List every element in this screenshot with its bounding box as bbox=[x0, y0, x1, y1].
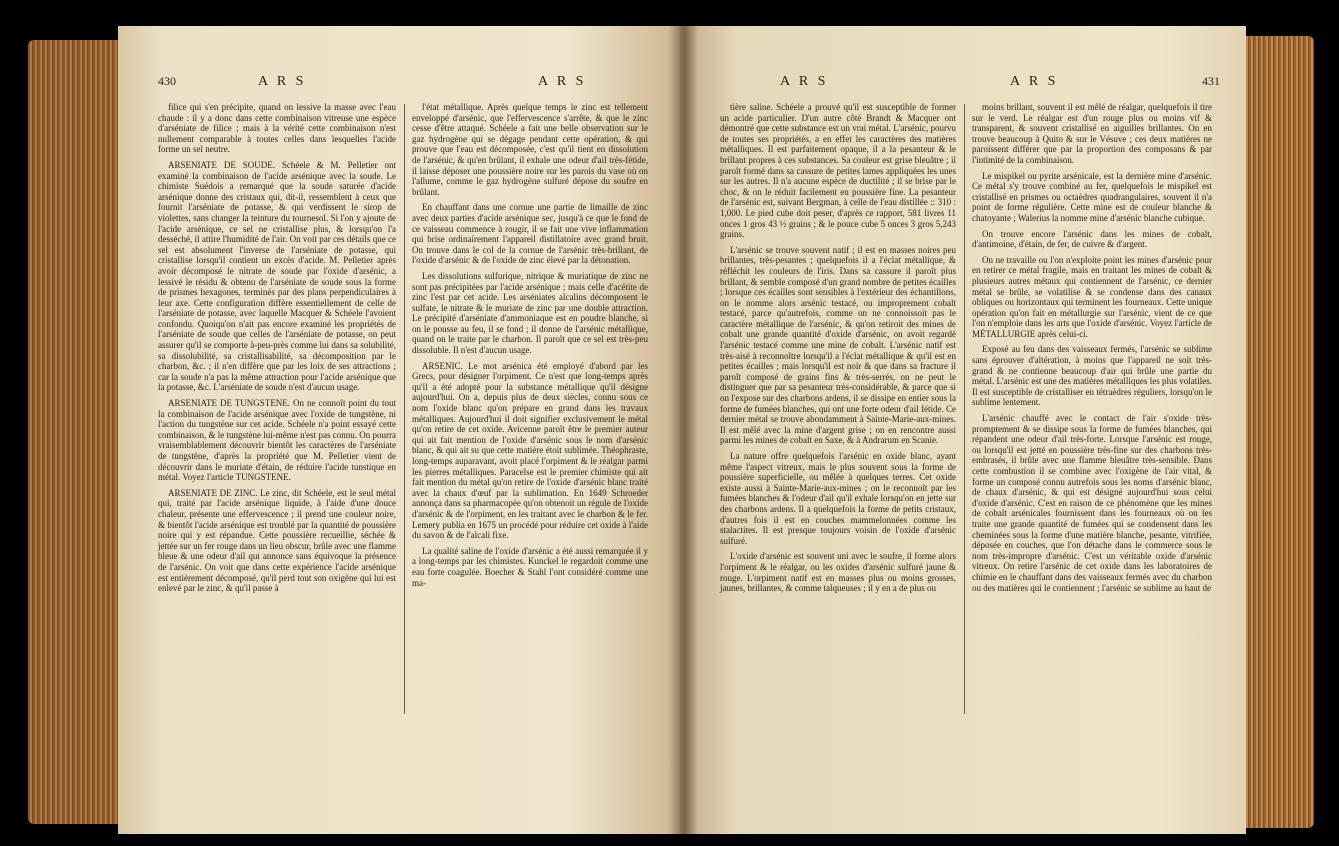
right-page bbox=[680, 26, 1246, 834]
paragraph: On trouve encore l'arsénic dans les mines de cobalt, d'antimoine, d'étain, de fer, de cuivre & d'argent. bbox=[972, 228, 1212, 250]
running-head: A R S bbox=[780, 74, 829, 89]
left-column-2 bbox=[412, 102, 648, 593]
right-column-2 bbox=[972, 102, 1212, 598]
open-book bbox=[28, 26, 1314, 834]
paragraph: L'arsénic chauffé avec le contact de l'air s'oxide très-promptement & se dissipe sous la forme de fumées blanches, qui répandent une odeur d'ail très-forte. Lorsque l'arsénic est rouge, ou lorsqu'il est jetté en poussière très-fine sur des charbons très-embrasés, il brûle avec une flamme bleuâtre très-sensible. Dans cette combustion il se combine avec l'oxigène de l'air vital, & forme un composé connu autrefois sous les noms d'arsénic blanc, de chaux d'arsénic, & qui est désigné aujourd'hui sous celui d'oxide d'arsénic. C'est en raison de ce phénomène que les mines de cobalt arsénicales fournissent dans les fourneaux où on les traite une grande quantité de fumées qui se condensent dans les cheminées sous la forme d'une matière blanche, pesante, vitrifiée, déposée en couches, que l'on détache dans le commerce sous le nom très-impropre d'arsénic. C'est un véritable oxide d'arsénic vitreux. On retire l'arsénic de cet oxide dans les laboratoires de chimie en le chauffant dans des vaisseaux fermés avec du charbon ou des matières qui le contiennent ; l'arsénic se sublime au haut de bbox=[972, 413, 1212, 593]
paragraph: L'arsénic se trouve souvent natif ; il est en masses noires peu brillantes, très-pesantes ; quelquefois il a l'éclat métallique, & réfléchit les couleurs de l'iris. Dans sa cassure il paroît plus brillant, & semble composé d'un grand nombre de petites écailles ; lorsque ces écailles sont sensibles à l'extérieur des échantillons, on le nomme alors arsénic testacé, ou improprement cobalt testacé, parce qu'autrefois, comme on ne connoissoit pas le caractère métallique de l'arsénic, & qu'on retiroit des mines de cobalt une grande quantité d'oxide d'arsénic, on avoit regardé l'arsénic testacé comme une mine de cobalt. L'arsénic natif est très-aisé à reconnoître lorsqu'il a l'éclat métallique & qu'il est en petites écailles ; mais lorsqu'il est noir & que dans sa fracture il paroît composé de grains fins & très-serrés, on ne peut le distinguer que par sa pesanteur très-considérable, & parce que si on l'expose sur des charbons ardens, il se dissipe en entier sous la forme de fumées blanches, qui ont une forte odeur d'ail fétide. Ce dernier métal se trouve abondamment à Sainte-Marie-aux-mines. Il est mêlé avec la mine d'argent grise ; on en rencontre aussi parmi les mines de cobalt en Saxe, & à Andrarum en Scanie. bbox=[720, 244, 956, 446]
running-head: A R S bbox=[258, 74, 307, 89]
page-number: 431 bbox=[1202, 74, 1220, 88]
page-number: 430 bbox=[158, 74, 176, 88]
right-column-1 bbox=[720, 102, 956, 599]
paragraph: ARSENIATE DE TUNGSTENE. On ne connoît point du tout la combinaison de l'acide arsénique avec l'oxide de tungstène, ni l'action du tungstène sur cet acide. Schéele n'a point essayé cette combinaison, & le tungstène lui-même n'est pas connu. On pourra vraisemblablement découvrir bientôt les caractères de l'arséniate de tungstène, d'après la propriété que M. Pelletier vient de découvrir dans le muriate d'étain, de réduire l'acide tunstique en métal. Voyez l'article TUNGSTENE. bbox=[158, 398, 396, 483]
paragraph: En chauffant dans une cornue une partie de limaille de zinc avec deux parties d'acide arsénique sec, jusqu'à ce que le fond de ce vaisseau commence à rougir, il se fait une vive inflammation qui brise ordinairement l'appareil distillatoire avec grand bruit. On trouve dans le col de la cornue de l'arsénic très-brillant, de l'oxide d'arsénic & de l'oxide de zinc élevé par la détonation. bbox=[412, 202, 648, 266]
paragraph: moins brillant, souvent il est mêlé de réalgar, quelquefois il tire sur le verd. Le réalgar est d'un rouge plus ou moins vif & transparent, & souvent cristallisé en aiguilles brillantes. On en trouve beaucoup à Quito & sur le Vésuve ; ces deux matières ne paroissent différer que par la proportion des composans & par l'intimité de la combinaison. bbox=[972, 102, 1212, 165]
paragraph: Exposé au feu dans des vaisseaux fermés, l'arsénic se sublime sans éprouver d'altération, à moins que l'appareil ne soit très-grand & ne contienne beaucoup d'air qui brûle une partie du métal. L'arsénic est une des matières métalliques les plus volatiles. Il est susceptible de cristalliser en tétraèdres réguliers, lorsqu'on le sublime lentement. bbox=[972, 344, 1212, 408]
paragraph: ARSENIC. Le mot arsénica été employé d'abord par les Grecs, pour désigner l'orpiment. Ce n'est que long-temps après qu'il a été adopté pour la substance métallique qu'il désigne aujourd'hui. On a, depuis plus de deux siècles, connu sous ce nom l'oxide blanc qu'on prépare en grand dans les travaux métalliques. Aujourd'hui il doit signifier exclusivement le métal qu'on retire de cet oxide. Avicenne paroît être le premier auteur qui ait fait mention de l'oxide d'arsénic sous le nom d'arsénic blanc, & qui ait su que cette matière étoit sublimée. Théophraste, long-temps auparavant, avoit placé l'orpiment & le réalgar parmi les pierres métalliques. Paracelse est le premier chimiste qui ait fait mention du métal qu'on retire de l'oxide d'arsénic blanc traité avec la chaux d'œuf par la sublimation. En 1649 Schroeder annonça dans sa pharmacopée qu'on obtenoit un régule de l'oxide d'arsénic & de l'orpiment, en les traitant avec le charbon & le fer. Lemery publia en 1675 un procédé pour réduire cet oxide à l'aide du savon & de l'alcali fixe. bbox=[412, 360, 648, 541]
right-page-edges bbox=[1244, 36, 1314, 828]
paragraph: L'oxide d'arsénic est souvent uni avec le soufre, il forme alors l'orpiment & le réalgar, ou les oxides d'arsénic sulfuré jaune & rouge. L'orpiment natif est en masses plus ou moins grosses, jaunes, brillantes, & comme talqueuses ; il y en a de plus ou bbox=[720, 551, 956, 594]
column-rule bbox=[964, 104, 965, 714]
right-header bbox=[720, 74, 1220, 96]
paragraph: La nature offre quelquefois l'arsénic en oxide blanc, ayant même l'aspect vitreux, mais le plus souvent sous la forme de poussière superficielle, ou mêlée à quelques terres. Cet oxide existe aussi à Sainte-Marie-aux-mines ; on le reconnoît par les fumées blanches & l'odeur d'ail qu'il exhale lorsqu'on en jette sur des charbons ardens. Il a quelquefois la forme de petits cristaux, d'autres fois il est en couches mammelonnées comme les stalactites. Il est presque toujours voisin de l'oxide d'arsénic sulfuré. bbox=[720, 451, 956, 546]
running-head: A R S bbox=[538, 74, 587, 89]
running-head: A R S bbox=[1010, 74, 1059, 89]
paragraph: On ne travaille ou l'on n'exploite point les mines d'arsénic pour en retirer ce métal fragile, mais en traitant les mines de cobalt & plusieurs autres métaux qui contiennent de l'arsénic, ce dernier métal se brûle, se volatilise & se condense dans des canaux obliques ou horizontaux qui terminent les fourneaux. Cette unique opération qu'on fait en métallurgie sur l'arsénic, vient de ce que l'on n'emploie dans les arts que l'oxide d'arsénic. Voyez l'article de MÉTALLURGIE après celui-ci. bbox=[972, 254, 1212, 339]
column-rule bbox=[404, 104, 405, 714]
paragraph: La qualité saline de l'oxide d'arsénic a été aussi remarquée il y a long-temps par les chimistes. Kunckel le regardoit comme une eau forte coagulée. Boecher & Stahl l'ont considéré comme une ma- bbox=[412, 545, 648, 588]
book-gutter bbox=[668, 26, 698, 834]
paragraph: Les dissolutions sulfurique, nitrique & muriatique de zinc ne sont pas précipitées par l'acide arsénique ; mais celle d'acétite de zinc l'est par cet acide. Les arséniates alcalins décomposent le sulfate, le nitrate & le muriate de zinc par une double attraction. Le précipité d'arséniate d'ammoniaque est en poudre blanche, si on le pousse au feu, il se fond ; il donne de l'arsénic métallique, quand on le traite par le charbon. Il paroît que ce sel est très-peu dissoluble. Il n'est d'aucun usage. bbox=[412, 270, 648, 356]
paragraph: tière saline. Schéele a prouvé qu'il est susceptible de former un acide particulier. D'un autre côté Brandt & Macquer ont démontré que cette substance est un vrai métal. L'arsénic, pourvu de toutes ses propriétés, a en effet les caractères des matières métalliques. Il est parfaitement opaque, il a la pesanteur & le brillant propres à ces substances. Sa couleur est grise bleuâtre ; il paroît formé dans sa cassure de petites lames appliquées les unes sur les autres. Il n'a aucune espèce de ductilité ; il se brise par le choc, & on le réduit facilement en poussière fine. La pesanteur de l'arsénic est, suivant Bergman, à celle de l'eau distillée :: 310 : 1,000. Le pied cube doit peser, d'après ce rapport, 581 livres 11 onces 1 gros 43 ½ grains ; & le pouce cube 5 onces 3 gros 5,243 grains. bbox=[720, 102, 956, 240]
paragraph: l'état métallique. Après quelque temps le zinc est tellement enveloppé d'arsénic, que l'effervescence s'arrête, & que le zinc cesse d'être attaqué. Schéele a fait une belle observation sur le gaz hydrogène qui se dégage pendant cette opération, & qui prouve que l'eau est décomposée, c'est qu'il tient en dissolution de l'arsénic, & qu'en brûlant, il exhale une odeur d'ail très-fétide, il laisse déposer une poussière noire sur les parois du vase où on l'allume, comme le gaz hydrogène sulfuré dépose du soufre en brûlant. bbox=[412, 102, 648, 197]
paragraph: Le mispikel ou pyrite arsénicale, est la dernière mine d'arsénic. Ce métal s'y trouve combiné au fer, quelquefois le mispikel est cristallisé en prismes ou octaèdres quadrangulaires, souvent il n'a point de forme régulière. Cette mine est de couleur blanche & chatoyante ; Walerius la nomme mine d'arsénic blanche cubique. bbox=[972, 170, 1212, 223]
left-column-1 bbox=[158, 102, 396, 599]
left-page bbox=[118, 26, 680, 834]
paragraph: ARSENIATE DE ZINC. Le zinc, dit Schéele, est le seul métal qui, traité par l'acide arsénique liquide, à l'aide d'une douce chaleur, présente une effervescence ; il prend une couleur noire, & bientôt l'acide arsénique est troublé par la quantité de poussière noire qui y est répandue. Cette poussière recueillie, séchée & jettée sur un fer rouge dans un lieu obscur, brûle avec une flamme bleue & une odeur d'ail qui annonce sans équivoque la présence de l'arsénic. On voit que dans cette expérience l'acide arsénique est entièrement décomposé, qu'il perd tout son oxigène qui lui est enlevé par le zinc, & qu'il passe à bbox=[158, 487, 396, 594]
left-header bbox=[158, 74, 658, 96]
paragraph: ARSENIATE DE SOUDE. Schéele & M. Pelletier ont examiné la combinaison de l'acide arsénique avec la soude. Le chimiste Suédois a remarqué que la soude saturée d'acide arsénique donne des cristaux qui, dit-il, ressemblent à ceux que fournit l'arséniate de potasse, & qui verdissent le sirop de violettes, sans changer la teinture du tournesol. Si l'on y ajoute de l'acide arsénique, ce sel ne cristallise plus, & lorsqu'on l'a desséché, il attire l'humidité de l'air. On voit par ces détails que ce sel est absolument l'inverse de l'arséniate de potasse, qui cristallise lorsqu'il contient un excès d'acide. M. Pelletier après avoir décomposé le nitrate de soude par l'oxide d'arsénic, a lessivé le résidu & obtenu de l'arséniate de soude sous la forme de prismes hexagones, terminés par des plans perpendiculaires à leur axe. Cette configuration diffère essentiellement de celle de l'arséniate de potasse, avec laquelle Macquer & Schéele l'avoient confondu. Quoiqu'on n'ait pas encore examiné les propriétés de l'arséniate de soude que celles de l'arséniate de potasse, on peut assurer qu'il se comporte à-peu-près comme lui dans sa solubilité, sa dissolubilité, sa cristallisabilité, sa décomposition par le charbon, &c. ; il n'en diffère que par les loix de ses attractions ; car la soude n'a pas la même attraction pour l'acide arsénique que la potasse, &c. L'arséniate de soude n'est d'aucun usage. bbox=[158, 159, 396, 393]
paragraph: filice qui s'en précipite, quand on lessive la masse avec l'eau chaude : il y a donc dans cette combinaison vitreuse une espèce d'arséniate de filice ; mais à la vérité cette combinaison n'est nullement comparable à toutes celles dans lesquelles l'acide forme un sel neutre. bbox=[158, 102, 396, 155]
